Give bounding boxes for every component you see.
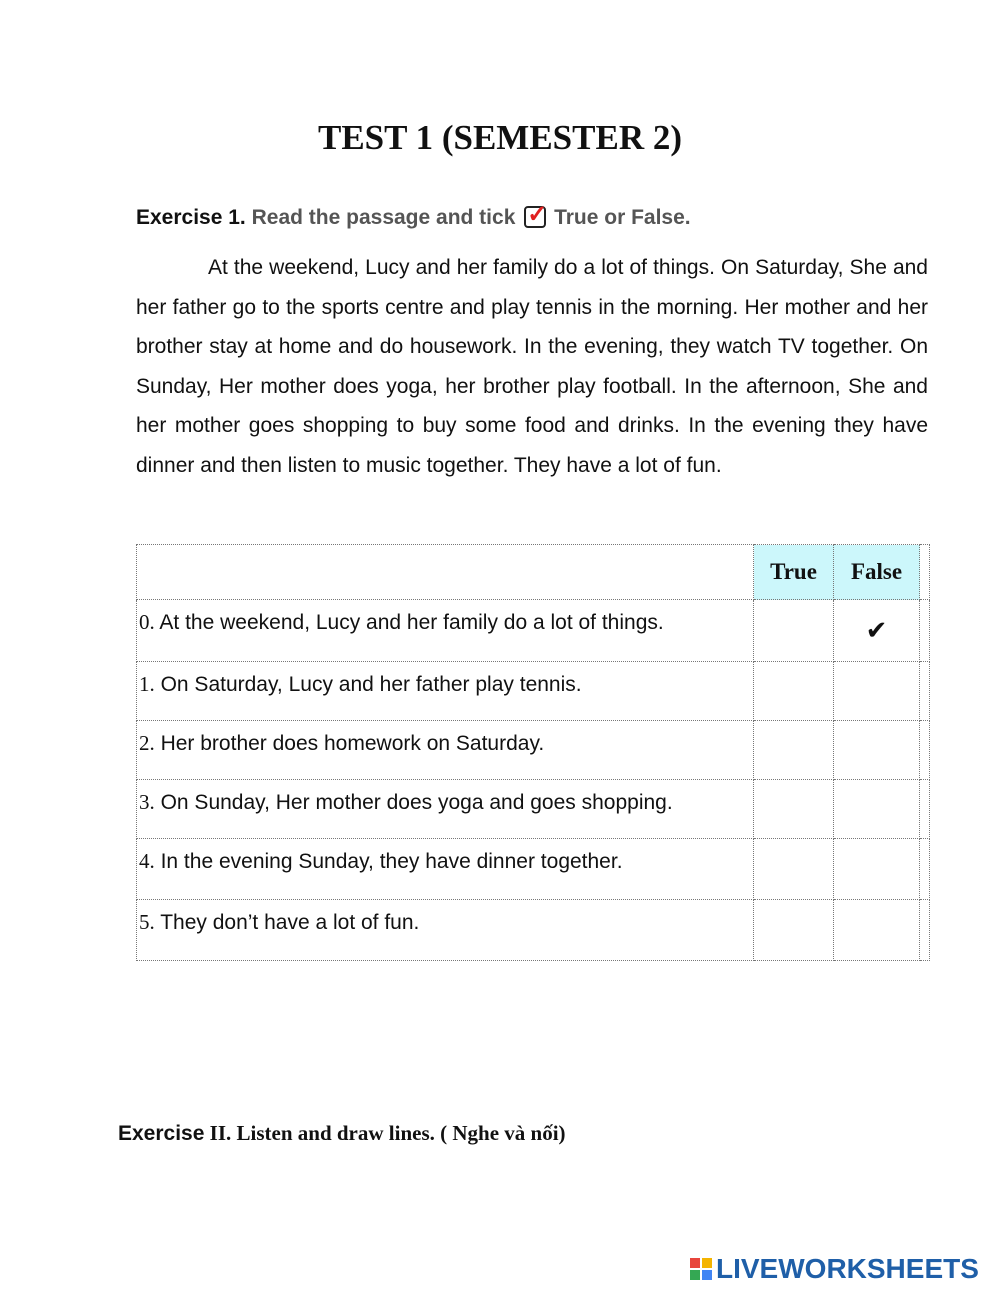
header-statement (137, 545, 754, 600)
true-false-table (136, 544, 930, 961)
statement-number: 4. (139, 849, 155, 873)
table-row (137, 721, 930, 780)
statement-text: On Sunday, Her mother does yoga and goes shopping. (154, 791, 673, 814)
liveworksheets-logo (690, 1252, 979, 1286)
statement-cell (137, 721, 754, 780)
statement-number: 5. (139, 910, 155, 934)
exercise-2-heading (118, 1121, 566, 1146)
exercise-2-instruction: II. Listen and draw lines. ( Nghe và nối) (204, 1121, 566, 1145)
spacer-cell (920, 839, 930, 900)
reading-passage: At the weekend, Lucy and her family do a lot of things. On Saturday, She and her father go to the sports centre and play tennis in the morning. Her mother and her brother stay at home and do housework. In the evening, they watch TV together. On Sunday, Her mother does yoga, her brother play football. In the afternoon, She and her mother goes shopping to buy some food and drinks. In the evening they have dinner and then listen to music together. They have a lot of fun. (136, 256, 928, 477)
statement-text: On Saturday, Lucy and her father play tennis. (154, 673, 582, 696)
exercise-1-label: Exercise 1. (136, 206, 246, 229)
spacer-cell (920, 900, 930, 961)
false-answer-cell[interactable] (834, 900, 920, 961)
false-answer-cell[interactable] (834, 780, 920, 839)
table-row (137, 600, 930, 662)
statement-cell (137, 600, 754, 662)
false-answer-cell[interactable] (834, 839, 920, 900)
true-answer-cell[interactable] (754, 662, 834, 721)
statement-cell (137, 662, 754, 721)
spacer-cell (920, 600, 930, 662)
false-answer-cell[interactable]: ✔ (834, 600, 920, 662)
exercise-1-instruction-b: True or False. (554, 206, 691, 229)
statement-cell (137, 780, 754, 839)
page-title: TEST 1 (SEMESTER 2) (317, 118, 683, 157)
statement-text: Her brother does homework on Saturday. (154, 732, 545, 755)
statement-text: They don’t have a lot of fun. (154, 911, 420, 934)
statement-cell (137, 900, 754, 961)
header-true: True (754, 545, 834, 600)
logo-block (690, 1258, 700, 1268)
exercise-2-label: Exercise (118, 1122, 205, 1145)
spacer-cell (920, 780, 930, 839)
table-row (137, 839, 930, 900)
statement-number: 3. (139, 790, 155, 814)
true-answer-cell[interactable] (754, 780, 834, 839)
false-answer-cell[interactable] (834, 721, 920, 780)
header-false: False (834, 545, 920, 600)
logo-blocks-icon (690, 1258, 712, 1280)
table-row (137, 780, 930, 839)
statement-number: 1. (139, 672, 155, 696)
table-row (137, 900, 930, 961)
statement-cell (137, 839, 754, 900)
true-answer-cell[interactable] (754, 839, 834, 900)
header-spacer (920, 545, 930, 600)
logo-text: LIVEWORKSHEETS (716, 1253, 979, 1284)
true-answer-cell[interactable] (754, 900, 834, 961)
table-header-row (137, 545, 930, 600)
tick-symbol: ✓ (527, 201, 548, 228)
false-answer-cell[interactable] (834, 662, 920, 721)
true-answer-cell[interactable] (754, 600, 834, 662)
table-row (137, 662, 930, 721)
logo-block (702, 1270, 712, 1280)
spacer-cell (920, 721, 930, 780)
logo-block (702, 1258, 712, 1268)
exercise-1-instruction-a: Read the passage and tick (251, 206, 516, 229)
spacer-cell (920, 662, 930, 721)
true-answer-cell[interactable] (754, 721, 834, 780)
statement-number: 0. (139, 610, 155, 634)
checkbox-tick-icon (524, 201, 548, 228)
logo-block (690, 1270, 700, 1280)
statement-text: In the evening Sunday, they have dinner together. (154, 850, 623, 873)
statement-number: 2. (139, 731, 155, 755)
statement-text: At the weekend, Lucy and her family do a lot of things. (154, 611, 664, 634)
exercise-1-heading (136, 201, 691, 230)
